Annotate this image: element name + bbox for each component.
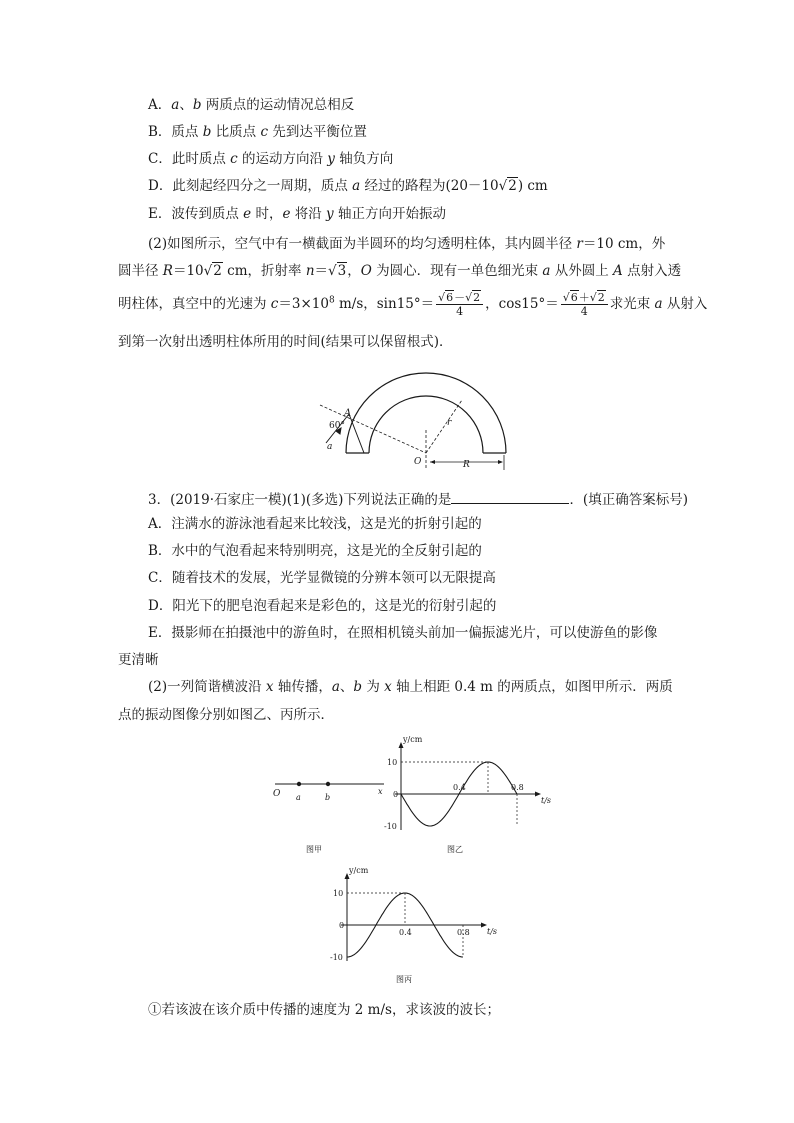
q2-part2-line3: 明柱体，真空中的光速为 $c=3\times 10^8$ m/s，sin15°＝ $\frac{√6-√2}{4}$ ，cos15°＝ $\frac{√6+√2}{4}$ 求光束 a 从射入: [118, 291, 708, 318]
y-tick-neg10: -10: [384, 822, 397, 831]
vibration-chart-yi: [370, 730, 570, 858]
q3-option-d: D．阳光下的肥皂泡看起来是彩色的，这是光的衍射引起的: [148, 598, 497, 614]
point-a-dot: [297, 782, 301, 786]
q2-part2-line4: 到第一次射出透明柱体所用的时间(结果可以保留根式)．: [118, 334, 453, 350]
q3-part2-line1: (2)一列简谐横波沿 x 轴传播，a、b 为 x 轴上相距 0.4 m 的两质点，如图甲所示．两质: [148, 679, 673, 695]
semicircle-figure: [300, 360, 530, 475]
y-tick-neg10: -10: [330, 953, 343, 962]
ray-a-label: a: [327, 442, 333, 452]
point-a-label: A: [344, 408, 352, 419]
b-label: b: [325, 793, 331, 802]
x-tick-0.4: 0.4: [399, 928, 412, 937]
R-arrow-left: [430, 460, 435, 464]
option-a: A．a、b 两质点的运动情况总相反: [148, 97, 355, 113]
q3-part2-line2: 点的振动图像分别如图乙、丙所示．: [118, 707, 334, 723]
inner-r-label: r: [447, 418, 452, 428]
x-label: x: [378, 787, 383, 796]
q3-stem: 3．(2019·石家庄一模)(1)(多选)下列说法正确的是 ．(填正确答案标号): [148, 492, 688, 508]
y-tick-10: 10: [333, 889, 344, 898]
angle-label: 60°: [329, 421, 345, 431]
option-c: C．此时质点 c 的运动方向沿 y 轴负方向: [148, 151, 394, 167]
q2-part2-line2: 圆半径 R＝10√2 cm，折射率 n＝√3，O 为圆心．现有一单色细光束 a 从外圆上 A 点射入透: [118, 263, 682, 279]
chart-caption: 图乙: [447, 845, 463, 854]
y-tick-10: 10: [387, 758, 398, 767]
caption-jia: 图甲: [306, 845, 322, 854]
x-axis-label: t/s: [487, 927, 498, 936]
refracted-ray: [349, 414, 364, 453]
vibration-chart-bing: [310, 865, 510, 987]
inner-arc: [369, 396, 483, 453]
x-tick-0.4: 0.4: [453, 783, 466, 792]
origin-label: O: [273, 789, 281, 799]
x-axis-label: t/s: [541, 796, 552, 805]
option-e: E．波传到质点 e 时，e 将沿 y 轴正方向开始振动: [148, 206, 446, 222]
y-axis-label: y/cm: [403, 735, 423, 744]
q3-option-a: A．注满水的游泳池看起来比较浅，这是光的折射引起的: [148, 516, 482, 532]
chart-caption: 图丙: [396, 975, 412, 984]
q3-option-b: B．水中的气泡看起来特别明亮，这是光的全反射引起的: [148, 543, 482, 559]
center-o-label: O: [414, 457, 422, 467]
option-b: B．质点 b 比质点 c 先到达平衡位置: [148, 124, 367, 140]
q3-option-e-cont: 更清晰: [118, 652, 159, 668]
y-tick-0: 0: [339, 921, 345, 930]
R-arrow-right: [498, 460, 503, 464]
option-d: D．此刻起经四分之一周期，质点 a 经过的路程为(20－10√2) cm: [148, 178, 548, 194]
radius-r: [426, 400, 462, 453]
a-label: a: [296, 793, 301, 802]
point-b-dot: [326, 782, 330, 786]
q3-option-e: E．摄影师在拍摄池中的游鱼时，在照相机镜头前加一偏振滤光片，可以使游鱼的影像: [148, 625, 658, 641]
answer-blank[interactable]: [451, 491, 569, 504]
x-tick-0.8: 0.8: [511, 783, 524, 792]
x-tick-0.8: 0.8: [457, 928, 470, 937]
q2-part2-line1: (2)如图所示，空气中有一横截面为半圆环的均匀透明柱体，其内圆半径 r＝10 cm，外: [148, 236, 666, 252]
outer-R-label: R: [463, 460, 470, 470]
y-axis-label: y/cm: [349, 866, 369, 875]
q3-option-c: C．随着技术的发展，光学显微镜的分辨本领可以无限提高: [148, 570, 496, 586]
y-tick-0: 0: [393, 790, 399, 799]
q3-question1: ①若该波在该介质中传播的速度为 2 m/s，求该波的波长；: [148, 1002, 500, 1018]
